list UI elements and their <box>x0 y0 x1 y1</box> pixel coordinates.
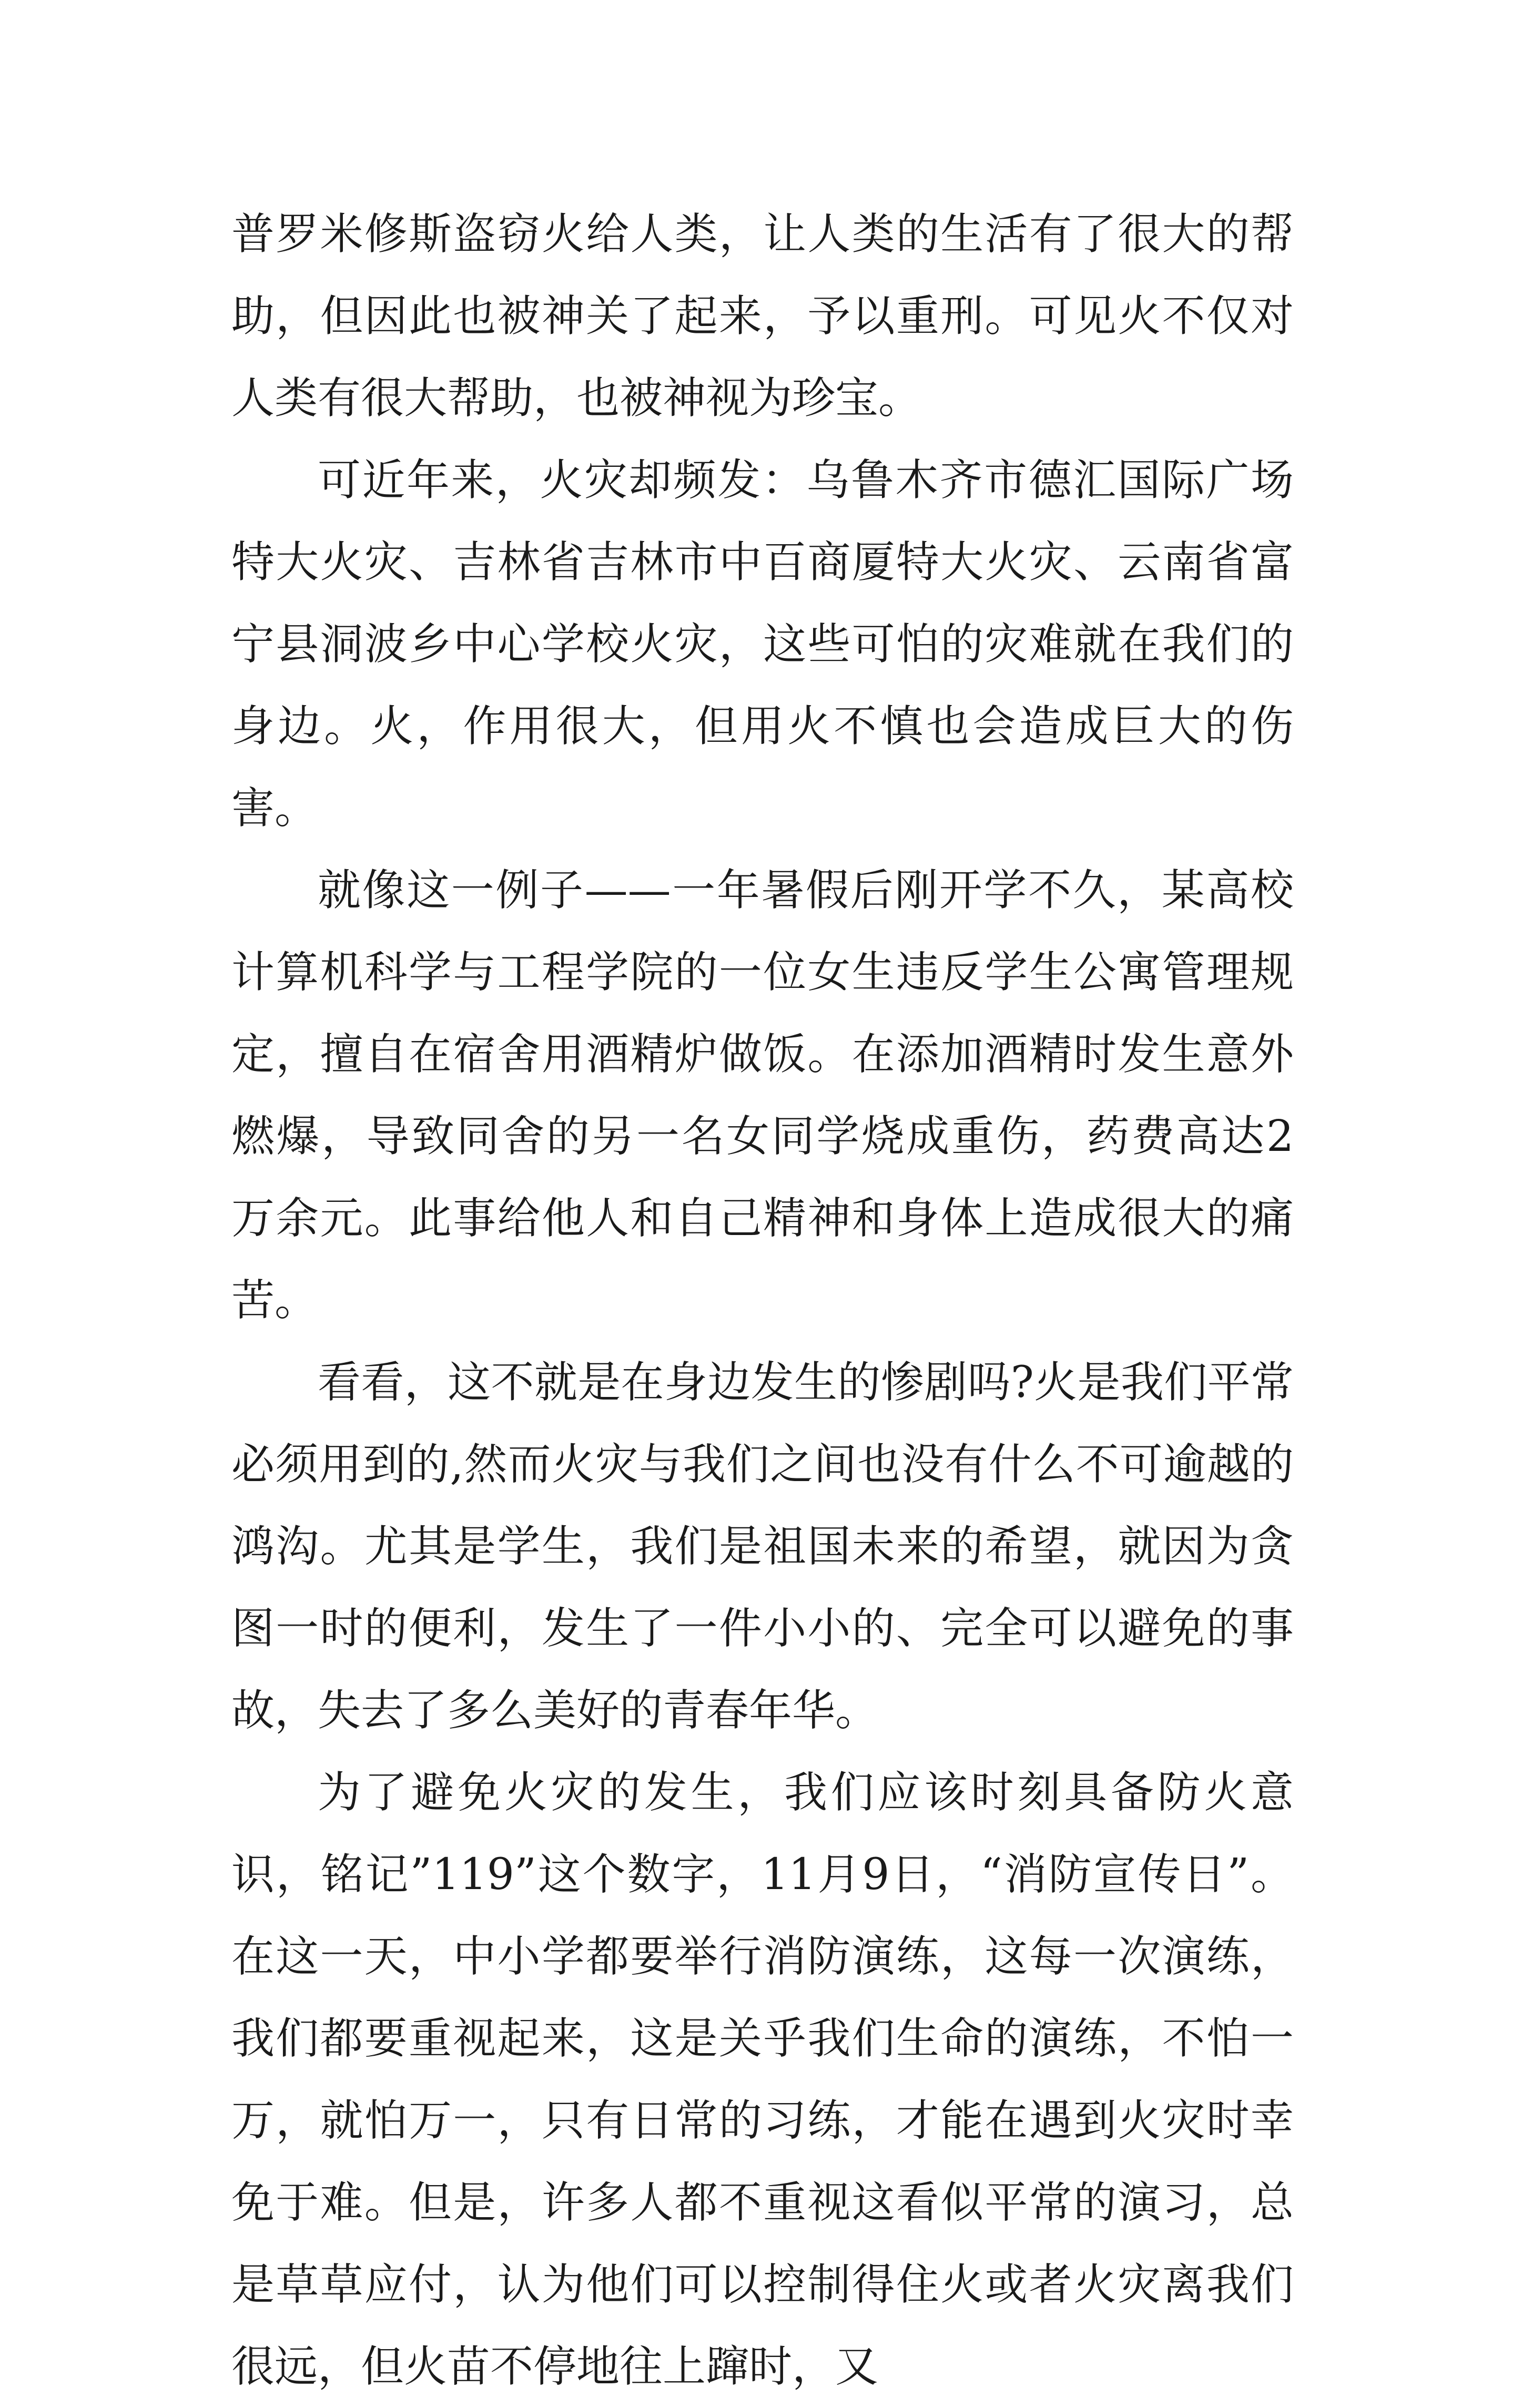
document-body <box>231 193 1294 2408</box>
paragraph: 普罗米修斯盗窃火给人类，让人类的生活有了很大的帮助，但因此也被神关了起来，予以重刑。可见火不仅对人类有很大帮助，也被神视为珍宝。 <box>231 209 1294 423</box>
paragraph: 看看，这不就是在身边发生的惨剧吗?火是我们平常必须用到的,然而火灾与我们之间也没有什么不可逾越的鸿沟。尤其是学生，我们是祖国未来的希望，就因为贪图一时的便利，发生了一件小小的、完全可以避免的事故，失去了多么美好的青春年华。 <box>231 1358 1294 1736</box>
paragraph: 为了避免火灾的发生，我们应该时刻具备防火意识，铭记”119”这个数字，11月9日，“消防宣传日”。在这一天，中小学都要举行消防演练，这每一次演练，我们都要重视起来，这是关乎我们生命的演练，不怕一万，就怕万一，只有日常的习练，才能在遇到火灾时幸免于难。但是，许多人都不重视这看似平常的演习，总是草草应付，认为他们可以控制得住火或者火灾离我们很远，但火苗不停地往上蹿时，又 <box>231 1768 1294 2392</box>
paragraph: 可近年来，火灾却频发：乌鲁木齐市德汇国际广场特大火灾、吉林省吉林市中百商厦特大火灾、云南省富宁县洞波乡中心学校火灾，这些可怕的灾难就在我们的身边。火，作用很大，但用火不慎也会造成巨大的伤害。 <box>231 455 1294 833</box>
paragraph: 就像这一例子——一年暑假后刚开学不久，某高校计算机科学与工程学院的一位女生违反学生公寓管理规定，擅自在宿舍用酒精炉做饭。在添加酒精时发生意外燃爆，导致同舍的另一名女同学烧成重伤，药费高达2万余元。此事给他人和自己精神和身体上造成很大的痛苦。 <box>231 865 1294 1325</box>
